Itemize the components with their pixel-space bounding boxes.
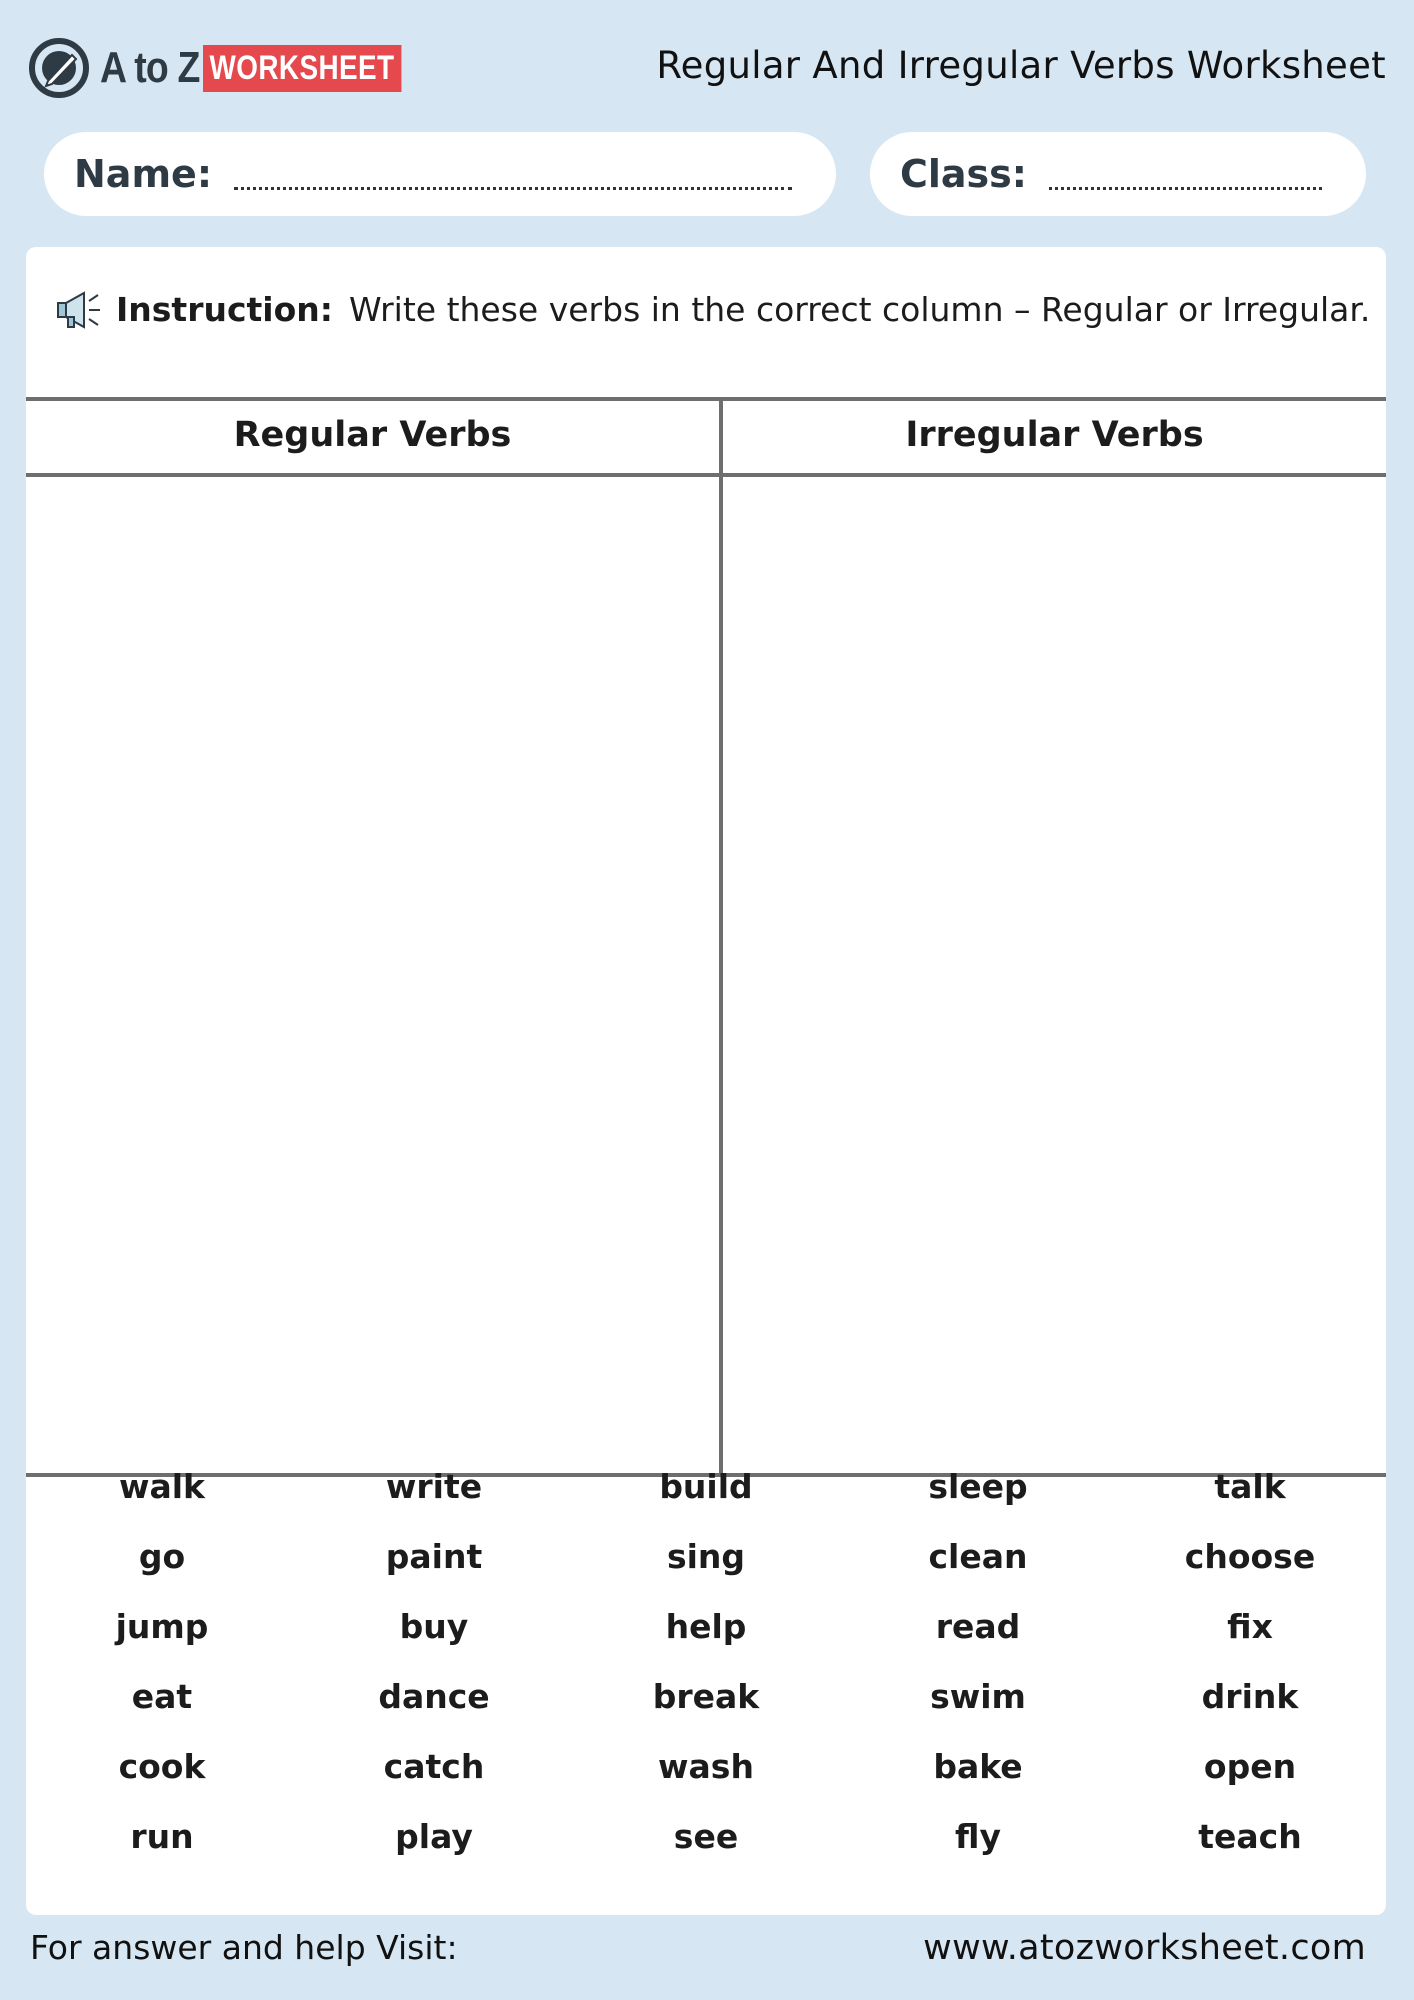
logo-text: A to Z	[100, 43, 200, 92]
name-label: Name:	[74, 152, 213, 196]
word-bank-item: clean	[928, 1537, 1028, 1576]
instruction-label: Instruction:	[116, 289, 333, 329]
class-field[interactable]	[870, 132, 1366, 216]
word-bank-item: catch	[383, 1747, 485, 1786]
table-top-rule	[26, 397, 1386, 401]
pencil-logo-icon	[28, 37, 90, 99]
word-bank-item: fix	[1227, 1607, 1273, 1646]
word-bank-item: walk	[118, 1467, 205, 1506]
word-bank-item: build	[659, 1467, 753, 1506]
logo-tag: WORKSHEET	[203, 45, 401, 92]
word-bank-item: help	[665, 1607, 747, 1646]
page-header	[0, 0, 1414, 130]
word-bank-item: talk	[1214, 1467, 1286, 1506]
footer-help-text: For answer and help Visit:	[30, 1928, 458, 1967]
word-bank-item: cook	[118, 1747, 206, 1786]
word-bank-item: drink	[1201, 1677, 1299, 1716]
name-dotted-line[interactable]	[234, 187, 792, 190]
word-bank-item: dance	[378, 1677, 490, 1716]
table-header-rule	[26, 473, 1386, 477]
instruction	[54, 287, 1370, 331]
word-bank-item: see	[673, 1817, 739, 1856]
instruction-text: Write these verbs in the correct column – Regular or Irregular.	[348, 289, 1371, 329]
word-bank-item: wash	[658, 1747, 754, 1786]
word-bank-item: paint	[385, 1537, 483, 1576]
word-bank-item: play	[395, 1817, 473, 1856]
word-bank-item: write	[385, 1467, 483, 1506]
sorting-table	[26, 397, 1386, 1477]
word-bank-item: buy	[399, 1607, 469, 1646]
megaphone-icon	[54, 287, 104, 331]
site-logo	[28, 36, 445, 100]
word-bank-item: run	[130, 1817, 194, 1856]
word-bank-item: fly	[955, 1817, 1001, 1856]
word-bank-item: eat	[131, 1677, 193, 1716]
word-bank-item: open	[1203, 1747, 1297, 1786]
irregular-verbs-header: Irregular Verbs	[905, 415, 1204, 455]
regular-verbs-header: Regular Verbs	[233, 415, 512, 455]
word-bank-item: sleep	[928, 1467, 1028, 1506]
word-bank-item: choose	[1184, 1537, 1316, 1576]
page-title: Regular And Irregular Verbs Worksheet	[656, 44, 1386, 87]
name-field[interactable]	[44, 132, 836, 216]
word-bank-item: jump	[115, 1607, 209, 1646]
word-bank-item: go	[138, 1537, 186, 1576]
table-column-divider	[719, 397, 723, 1477]
word-bank-item: swim	[930, 1677, 1026, 1716]
word-bank-item: bake	[933, 1747, 1023, 1786]
class-label: Class:	[900, 152, 1027, 196]
class-dotted-line[interactable]	[1049, 187, 1322, 190]
word-bank-item: sing	[666, 1537, 746, 1576]
word-bank-item: break	[652, 1677, 760, 1716]
worksheet-card	[26, 247, 1386, 1915]
footer-website-link[interactable]: www.atozworksheet.com	[923, 1928, 1366, 1968]
word-bank-item: read	[935, 1607, 1021, 1646]
word-bank-item: teach	[1198, 1817, 1302, 1856]
